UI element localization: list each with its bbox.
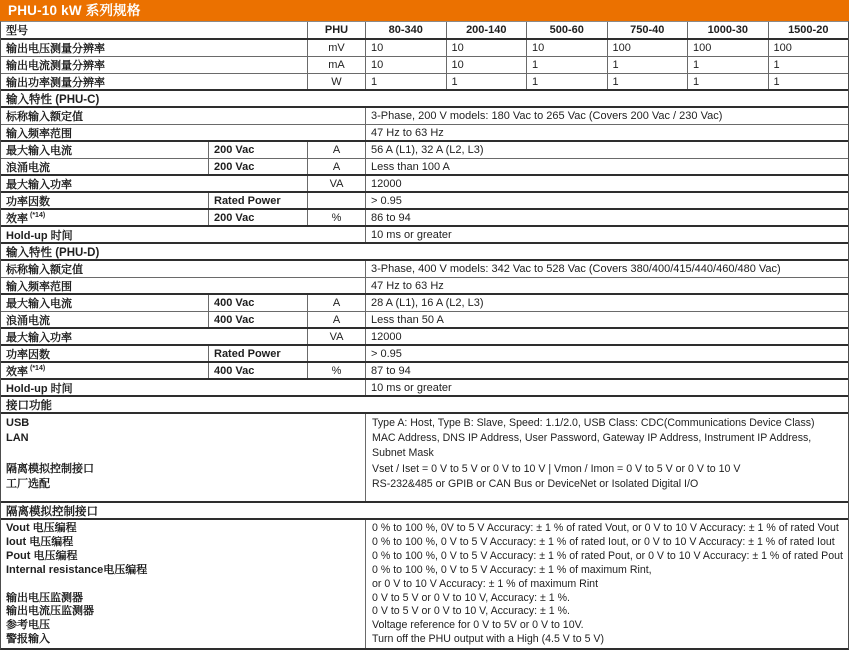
analog-values	[365, 520, 848, 648]
row-unit: A	[307, 295, 365, 311]
spec-row-efficiency	[1, 363, 848, 380]
spec-row	[1, 295, 848, 312]
section-header-interface	[1, 397, 848, 414]
row-label	[1, 363, 208, 378]
row-value: MAC Address, DNS IP Address, User Password, Gateway IP Address, Instrument IP Address,	[372, 432, 812, 445]
row-label: 输出电压测量分辨率	[6, 43, 105, 55]
row-label: USB	[6, 417, 30, 429]
row-value: RS-232&485 or GPIB or CAN Bus or DeviceNet or Isolated Digital I/O	[372, 477, 699, 490]
row-value: 10	[526, 40, 607, 56]
row-condition: 400 Vac	[208, 312, 307, 327]
spec-row-voltage-resolution	[1, 40, 848, 57]
model-name: 1500-20	[768, 22, 849, 38]
row-condition: Rated Power	[208, 193, 307, 208]
row-label: 标称输入额定值	[6, 111, 83, 123]
row-unit	[307, 193, 365, 208]
row-unit: mA	[307, 57, 365, 73]
row-condition: Rated Power	[208, 346, 307, 361]
row-label: Hold-up 时间	[6, 382, 73, 395]
row-unit: %	[307, 363, 365, 378]
row-condition: 200 Vac	[208, 210, 307, 225]
row-unit: %	[307, 210, 365, 225]
spec-row	[1, 125, 848, 142]
row-label: 参考电压	[6, 619, 50, 632]
row-label: Pout 电压编程	[6, 549, 78, 562]
row-value: 1	[607, 57, 688, 73]
row-label: 输入频率范围	[6, 280, 72, 293]
row-label	[1, 210, 208, 225]
row-value: 10	[446, 57, 527, 73]
row-value: 12000	[365, 176, 848, 191]
row-unit	[307, 346, 365, 361]
row-value: 3-Phase, 200 V models: 180 Vac to 265 Vac (Covers 200 Vac / 230 Vac)	[365, 108, 848, 124]
row-unit: VA	[307, 176, 365, 191]
row-label: 输出电流压监测器	[6, 605, 94, 618]
efficiency-label: 效率	[6, 365, 28, 378]
section-header-input-phu-d	[1, 244, 848, 261]
row-value: > 0.95	[365, 193, 848, 208]
row-value: 100	[768, 40, 849, 56]
section-header-analog	[1, 503, 848, 520]
row-unit: mV	[307, 40, 365, 56]
row-label: 输入频率范围	[6, 127, 72, 140]
row-value: 0 V to 5 V or 0 V to 10 V, Accuracy: ± 1 %.	[372, 591, 570, 604]
row-label	[6, 578, 360, 592]
row-label: 隔离模拟控制接口	[6, 462, 94, 475]
spec-row	[1, 261, 848, 278]
row-label: 警报输入	[6, 633, 50, 646]
row-value: 1	[365, 74, 446, 89]
row-value: 56 A (L1), 32 A (L2, L3)	[365, 142, 848, 158]
row-unit: A	[307, 159, 365, 174]
row-value: Less than 50 A	[365, 312, 848, 327]
interface-values	[365, 414, 848, 501]
row-value: 86 to 94	[365, 210, 848, 225]
spec-row-current-resolution	[1, 57, 848, 74]
row-value: 47 Hz to 63 Hz	[365, 125, 848, 140]
row-value: 12000	[365, 329, 848, 344]
row-label: 工厂选配	[6, 477, 50, 490]
section-title: 输入特性 (PHU-D)	[6, 246, 100, 259]
spec-row-efficiency	[1, 210, 848, 227]
row-value: 10 ms or greater	[365, 380, 848, 395]
model-col-header: 型号	[6, 25, 28, 37]
row-value: 10	[365, 40, 446, 56]
model-name: 1000-30	[687, 22, 768, 38]
row-value: Turn off the PHU output with a High (4.5 V to 5 V)	[372, 633, 605, 646]
phu-col-header: PHU	[307, 22, 365, 38]
model-name: 80-340	[365, 22, 446, 38]
row-value: 47 Hz to 63 Hz	[365, 278, 848, 293]
spec-row	[1, 312, 848, 329]
row-label: 输出电压监测器	[6, 591, 83, 604]
row-label	[6, 446, 360, 461]
row-value: 100	[607, 40, 688, 56]
row-value: 1	[526, 57, 607, 73]
row-value: Subnet Mask	[372, 447, 434, 460]
spec-row	[1, 176, 848, 193]
row-unit: A	[307, 312, 365, 327]
row-label: 最大输入功率	[6, 331, 72, 344]
interface-block	[1, 414, 848, 503]
row-label: 浪涌电流	[6, 161, 50, 174]
row-value: Type A: Host, Type B: Slave, Speed: 1.1/2.0, USB Class: CDC(Communications Device Class)	[372, 417, 815, 429]
row-label: 最大输入电流	[6, 145, 72, 157]
spec-row	[1, 227, 848, 244]
spec-row	[1, 346, 848, 363]
spec-row	[1, 329, 848, 346]
row-label: Internal resistance电压编程	[6, 563, 148, 576]
row-unit: W	[307, 74, 365, 89]
row-value: 1	[687, 74, 768, 89]
row-value: 0 % to 100 %, 0V to 5 V Accuracy: ± 1 % of rated Vout, or 0 V to 10 V Accuracy: ± 1 % of rated Vout	[372, 522, 839, 534]
row-value: 10 ms or greater	[365, 227, 848, 242]
row-value: Less than 100 A	[365, 159, 848, 174]
row-label: Vout 电压编程	[6, 522, 77, 534]
row-label: 功率因数	[6, 195, 50, 208]
row-label: 标称输入额定值	[6, 264, 83, 276]
row-label: LAN	[6, 432, 29, 445]
row-value: Voltage reference for 0 V to 5V or 0 V to 10V.	[372, 619, 584, 632]
row-value: 10	[365, 57, 446, 73]
spec-row	[1, 380, 848, 397]
row-label: 浪涌电流	[6, 314, 50, 327]
row-value: 1	[446, 74, 527, 89]
footnote-marker: (*14)	[30, 365, 46, 372]
footnote-marker: (*14)	[30, 212, 46, 219]
spec-row	[1, 108, 848, 125]
row-condition: 400 Vac	[208, 363, 307, 378]
interface-labels	[1, 414, 365, 501]
row-value: 0 % to 100 %, 0 V to 5 V Accuracy: ± 1 % of rated Iout, or 0 V to 10 V Accuracy: ± 1 % of rated Iout	[372, 535, 835, 548]
spec-table	[0, 21, 849, 650]
section-title: 接口功能	[6, 399, 52, 412]
analog-labels	[1, 520, 365, 648]
section-header-input-phu-c	[1, 91, 848, 108]
row-value: 100	[687, 40, 768, 56]
spec-row	[1, 142, 848, 159]
section-title: 输入特性 (PHU-C)	[6, 93, 100, 106]
row-value: 3-Phase, 400 V models: 342 Vac to 528 Vac (Covers 380/400/415/440/460/480 Vac)	[365, 261, 848, 277]
row-label: 输出电流测量分辨率	[6, 60, 105, 72]
row-label: 功率因数	[6, 348, 50, 361]
row-value: 1	[768, 74, 849, 89]
spec-row	[1, 278, 848, 295]
row-value: Vset / Iset = 0 V to 5 V or 0 V to 10 V | Vmon / Imon = 0 V to 5 V or 0 V to 10 V	[372, 462, 741, 475]
model-name: 750-40	[607, 22, 688, 38]
row-condition: 200 Vac	[208, 159, 307, 174]
row-label: 最大输入电流	[6, 298, 72, 310]
row-value: 0 V to 5 V or 0 V to 10 V, Accuracy: ± 1 %.	[372, 605, 570, 618]
row-value: 0 % to 100 %, 0 V to 5 V Accuracy: ± 1 % of rated Pout, or 0 V to 10 V Accuracy: ± 1 % of rated Pout	[372, 549, 843, 562]
row-label: Iout 电压编程	[6, 535, 74, 548]
efficiency-label: 效率	[6, 212, 28, 225]
row-unit: VA	[307, 329, 365, 344]
model-header-row	[1, 22, 848, 40]
row-value: 0 % to 100 %, 0 V to 5 V Accuracy: ± 1 % of maximum Rint,	[372, 563, 652, 576]
row-condition: 200 Vac	[208, 142, 307, 158]
spec-row	[1, 159, 848, 176]
row-value: 1	[526, 74, 607, 89]
model-name: 500-60	[526, 22, 607, 38]
spec-row-power-resolution	[1, 74, 848, 91]
row-condition: 400 Vac	[208, 295, 307, 311]
row-value: 87 to 94	[365, 363, 848, 378]
row-value: or 0 V to 10 V Accuracy: ± 1 % of maximum Rint	[372, 577, 599, 590]
analog-block	[1, 520, 848, 648]
row-value: 10	[446, 40, 527, 56]
row-label: Hold-up 时间	[6, 229, 73, 242]
row-unit: A	[307, 142, 365, 158]
row-value: 1	[687, 57, 768, 73]
row-value: 1	[768, 57, 849, 73]
row-value: 1	[607, 74, 688, 89]
page-title: PHU-10 kW 系列规格	[0, 0, 849, 21]
spec-row	[1, 193, 848, 210]
model-name: 200-140	[446, 22, 527, 38]
row-value: 28 A (L1), 16 A (L2, L3)	[365, 295, 848, 311]
row-label: 输出功率测量分辨率	[6, 76, 105, 89]
row-label: 最大输入功率	[6, 178, 72, 191]
row-value: > 0.95	[365, 346, 848, 361]
section-title: 隔离模拟控制接口	[6, 505, 98, 518]
